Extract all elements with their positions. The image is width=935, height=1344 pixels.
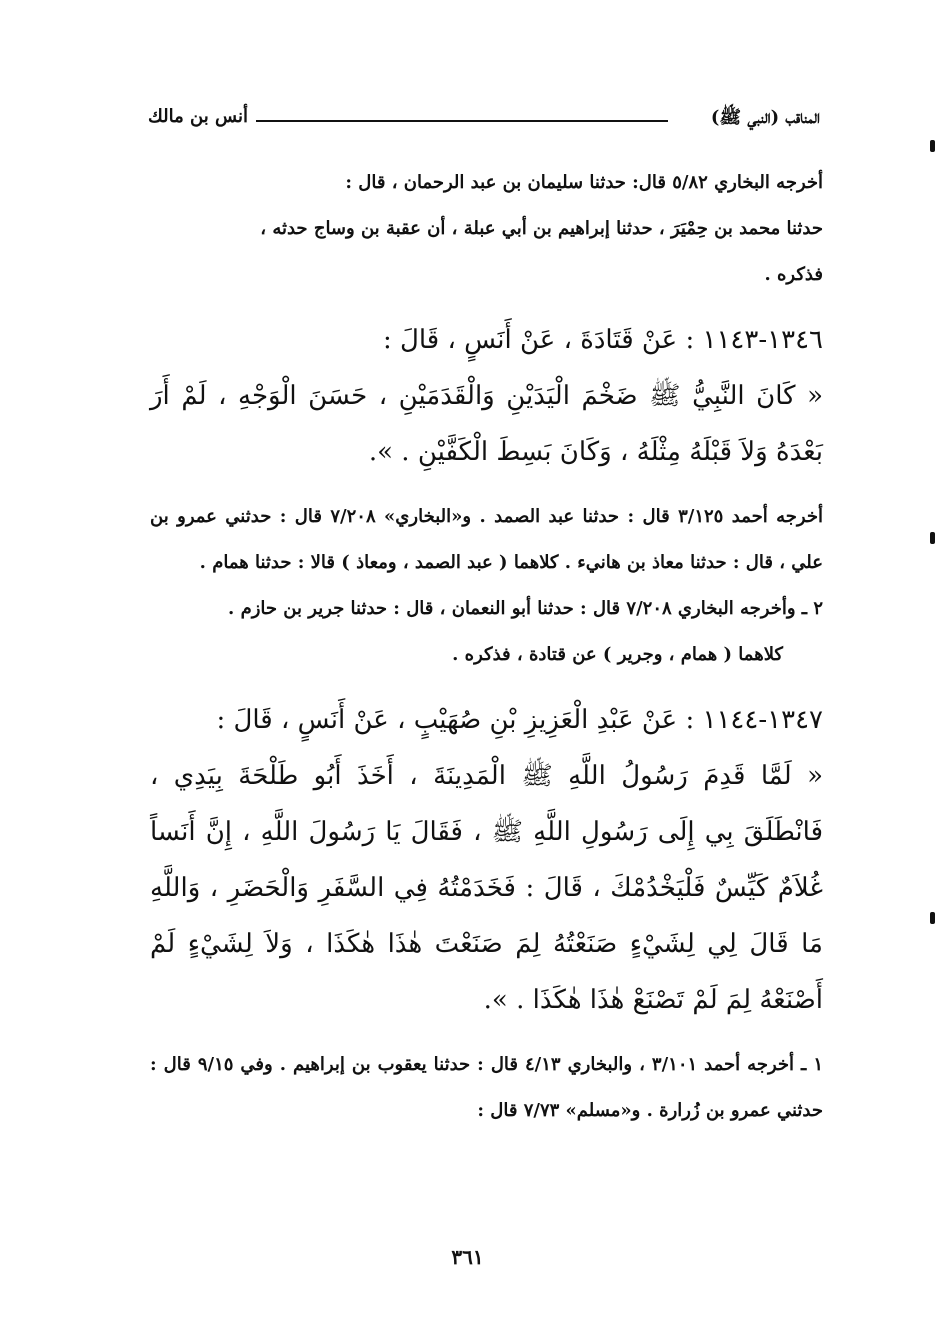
footnote-block-3 [150,1042,823,1134]
footnote-paragraph: كلاهما ( همام ، وجرير ) عن قتادة ، فذكره . [452,644,783,665]
header-chapter: المناقب (النبي ﷺ) [710,107,820,128]
scan-edge-mark [930,912,935,924]
page-number: ٣٦١ [451,1245,484,1269]
footnote-line: فذكره . [764,264,823,285]
hadith-text: « لَمَّا قَدِمَ رَسُولُ اللَّهِ ﷺ الْمَدِينَةَ ، أَخَذَ أَبُو طَلْحَةَ بِيَدِي ، فَانْطَلَقَ بِي إِلَى رَسُولِ اللَّهِ ﷺ ، فَقَالَ يَا رَسُولَ اللَّهِ ، إِنَّ أَنَساً غُلاَمٌ كَيِّسٌ فَلْيَخْدُمْكَ ، قَالَ : فَخَدَمْتُهُ فِي السَّفَرِ وَالْحَضَرِ ، وَاللَّهِ مَا قَالَ لِي لِشَيْءٍ صَنَعْتُهُ لِمَ صَنَعْتَ هٰذَا هٰكَذَا ، وَلاَ لِشَيْءٍ لَمْ أَصْنَعْهُ لِمَ لَمْ تَصْنَعْ هٰذَا هٰكَذَا . ». [150,761,823,1015]
scan-edge-mark [930,140,935,152]
hadith-text: « كَانَ النَّبِيُّ ﷺ ضَخْمَ الْيَدَيْنِ وَالْقَدَمَيْنِ ، حَسَنَ الْوَجْهِ ، لَمْ أَرَ بَعْدَهُ وَلاَ قَبْلَهُ مِثْلَهُ ، وَكَانَ بَسِطَ الْكَفَّيْنِ . ». [150,381,823,467]
header-narrator: أنس بن مالك [148,106,248,127]
footnote-paragraph: أخرجه أحمد ٣/١٢٥ قال : حدثنا عبد الصمد . و«البخاري» ٧/٢٠٨ قال : حدثني عمرو بن علي ، قال : حدثنا معاذ بن هانيء . كلاهما ( عبد الصمد ، ومعاذ ) قالا : حدثنا همام . [150,506,823,573]
running-header [148,106,820,142]
page-body [150,160,823,1148]
footnote-block-1 [150,160,823,298]
hadith-1346 [150,312,823,480]
scan-edge-mark [930,532,935,544]
footnote-line: حدثنا محمد بن حِمْيَرَ ، حدثنا إبراهيم بن أبي عبلة ، أن عقبة بن وساج حدثه ، [260,218,823,239]
footnote-block-2 [150,494,823,678]
hadith-heading: ١٣٤٧-١١٤٤ : عَنْ عَبْدِ الْعَزِيزِ بْنِ صُهَيْبٍ ، عَنْ أَنَسٍ ، قَالَ : [216,705,823,735]
hadith-1347 [150,692,823,1028]
footnote-paragraph: ١ ـ أخرجه أحمد ٣/١٠١ ، والبخاري ٤/١٣ قال : حدثنا يعقوب بن إبراهيم . وفي ٩/١٥ قال : حدثني عمرو بن زُرارة . و«مسلم» ٧/٧٣ قال : [150,1054,823,1121]
footnote-line: أخرجه البخاري ٥/٨٢ قال: حدثنا سليمان بن عبد الرحمان ، قال : [345,172,823,193]
hadith-heading: ١٣٤٦-١١٤٣ : عَنْ قَتَادَةَ ، عَنْ أَنَسٍ ، قَالَ : [382,325,823,355]
footnote-paragraph: ٢ ـ وأخرجه البخاري ٧/٢٠٨ قال : حدثنا أبو النعمان ، قال : حدثنا جرير بن حازم . [228,598,823,619]
header-rule [256,120,668,122]
